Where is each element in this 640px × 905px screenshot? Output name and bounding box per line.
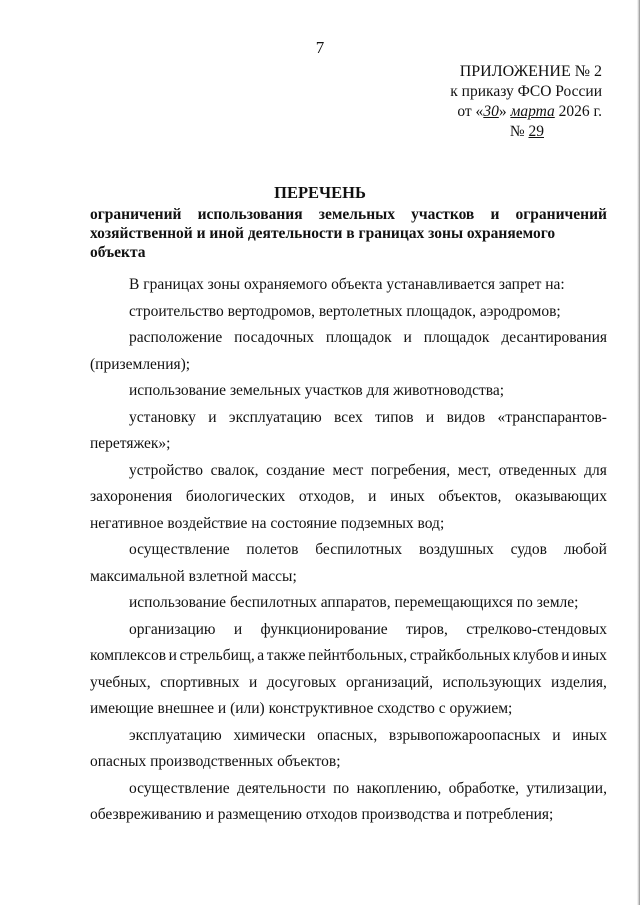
word: функционирование	[260, 620, 388, 638]
subtitle-word: ограничений	[515, 206, 607, 223]
word: любой	[563, 541, 607, 558]
paragraph-line: использование земельных участков для животноводства;	[129, 382, 505, 399]
appendix-heading: ПРИЛОЖЕНИЕ № 2	[459, 63, 602, 80]
paragraph-line: имеющие внешнее и (или) конструктивное сходство с оружием;	[90, 700, 513, 717]
word: эксплуатацию	[228, 408, 322, 426]
paragraph-line	[90, 537, 607, 564]
document-title: ПЕРЕЧЕНЬ	[274, 183, 366, 202]
word: спортивных	[160, 673, 240, 691]
word: страйкбольных	[409, 647, 511, 664]
word: обработке,	[448, 779, 519, 797]
paragraph-line: строительство вертодромов, вертолетных площадок, аэродромов;	[129, 302, 561, 320]
word: для	[584, 461, 607, 479]
word: взрывопожароопасных	[388, 726, 541, 744]
paragraph-line: перетяжек»;	[90, 435, 171, 452]
paragraph	[90, 537, 607, 590]
word: судов	[510, 541, 547, 558]
word: свалок,	[210, 461, 259, 479]
paragraph-line	[90, 723, 607, 750]
word: также	[266, 647, 306, 664]
word: мест	[332, 461, 364, 479]
paragraph-line: (приземления);	[90, 355, 191, 373]
date-year: 2026 г.	[554, 103, 602, 120]
word: тиров,	[406, 620, 448, 638]
paragraph	[90, 723, 607, 776]
word: захоронения	[90, 488, 173, 505]
paragraph-line	[90, 325, 607, 352]
paragraph-line	[90, 617, 607, 644]
word: химически	[233, 726, 306, 744]
word: и	[208, 408, 217, 426]
word: стрельбищ,	[179, 647, 255, 664]
word: «транспарантов-	[497, 408, 607, 426]
paragraph	[90, 590, 607, 617]
word: посадочных	[234, 329, 315, 346]
word: площадок	[423, 329, 490, 346]
word: иных	[572, 726, 607, 744]
appendix-date-line	[402, 102, 602, 122]
appendix-order-line: к приказу ФСО России	[450, 83, 602, 100]
word: и	[425, 408, 435, 426]
subtitle-line-1	[90, 205, 607, 224]
appendix-number-line	[402, 122, 602, 142]
word: иных	[572, 647, 607, 664]
subtitle-word: участков	[411, 206, 475, 223]
subtitle-word: использования	[197, 206, 303, 223]
word: всех	[334, 408, 363, 426]
paragraph	[90, 272, 607, 299]
word: использующих	[442, 673, 542, 691]
word: полетов	[246, 541, 299, 558]
paragraph-line	[90, 484, 607, 511]
word: мест,	[457, 461, 492, 479]
word: иных	[390, 488, 425, 505]
paragraph	[90, 776, 607, 829]
word: и	[248, 673, 258, 691]
word: и	[168, 647, 177, 664]
word: типов	[375, 408, 414, 426]
paragraph-line	[90, 776, 607, 803]
date-prefix: от «	[457, 103, 484, 120]
date-day: 30	[483, 103, 499, 120]
word: пейнтбольных,	[308, 647, 408, 664]
paragraph-line: В границах зоны охраняемого объекта устанавливается запрет на:	[129, 276, 565, 293]
word: организацию	[129, 620, 216, 638]
paragraph-line	[90, 405, 607, 432]
word: комплексов	[90, 647, 167, 664]
word: отведенных	[498, 461, 577, 479]
word: расположение	[129, 329, 223, 346]
word: изделия,	[550, 673, 607, 691]
order-number: 29	[528, 123, 544, 140]
paragraph	[90, 325, 607, 378]
page-number: 7	[315, 38, 325, 57]
date-month: марта	[510, 103, 555, 120]
word: по	[333, 779, 350, 797]
paragraph	[90, 458, 607, 538]
word: деятельности	[237, 779, 326, 797]
word: осуществление	[129, 779, 230, 797]
word: оказывающих	[514, 488, 607, 505]
word: эксплуатацию	[129, 726, 222, 744]
word: видов	[446, 408, 486, 426]
subtitle-word: земельных	[318, 206, 395, 223]
word: биологических	[185, 488, 286, 505]
number-prefix: №	[509, 123, 529, 140]
date-mid: »	[498, 103, 511, 120]
subtitle-word: и	[490, 206, 500, 223]
paragraph-line: негативное воздействие на состояние подземных вод;	[90, 514, 445, 532]
word: отходов,	[298, 488, 355, 505]
word: объектов,	[438, 488, 502, 505]
paragraph-line	[90, 643, 607, 670]
subtitle-line-2: хозяйственной и иной деятельности в границах зоны охраняемого объекта	[90, 225, 556, 261]
word: и	[403, 329, 412, 346]
appendix-block	[402, 62, 602, 142]
word: осуществление	[129, 541, 230, 558]
paragraph	[90, 299, 607, 326]
paragraph-line: обезвреживанию и размещению отходов производства и потребления;	[90, 806, 554, 823]
word: установку	[129, 408, 196, 426]
paragraph-line: использование беспилотных аппаратов, перемещающихся по земле;	[129, 594, 579, 611]
paragraph-line: опасных производственных объектов;	[90, 753, 341, 770]
paragraph	[90, 617, 607, 723]
paragraph	[90, 405, 607, 458]
word: клубов	[512, 647, 559, 664]
word: накоплению,	[356, 779, 442, 797]
subtitle-word: ограничений	[90, 206, 182, 223]
word: и	[233, 620, 243, 638]
word: организаций,	[345, 673, 434, 691]
word: а	[257, 647, 265, 664]
paragraph-line	[90, 670, 607, 697]
paragraph-line	[90, 458, 607, 485]
word: досуговых	[266, 673, 337, 691]
word: учебных,	[90, 673, 151, 691]
word: устройство	[129, 461, 204, 479]
word: погребения,	[370, 461, 451, 479]
word: создание	[266, 461, 325, 479]
word: воздушных	[418, 541, 494, 558]
word: и	[561, 647, 570, 664]
document-body	[90, 272, 607, 829]
word: стрелково-стендовых	[466, 620, 607, 638]
word: и	[368, 488, 377, 505]
word: и	[552, 726, 561, 744]
word: утилизации,	[526, 779, 607, 797]
document-subtitle	[90, 205, 607, 262]
paragraph-line: максимальной взлетной массы;	[90, 567, 297, 585]
word: опасных,	[317, 726, 378, 744]
word: площадок	[325, 329, 392, 346]
word: беспилотных	[315, 541, 403, 558]
word: десантирования	[501, 329, 607, 346]
paragraph	[90, 378, 607, 405]
